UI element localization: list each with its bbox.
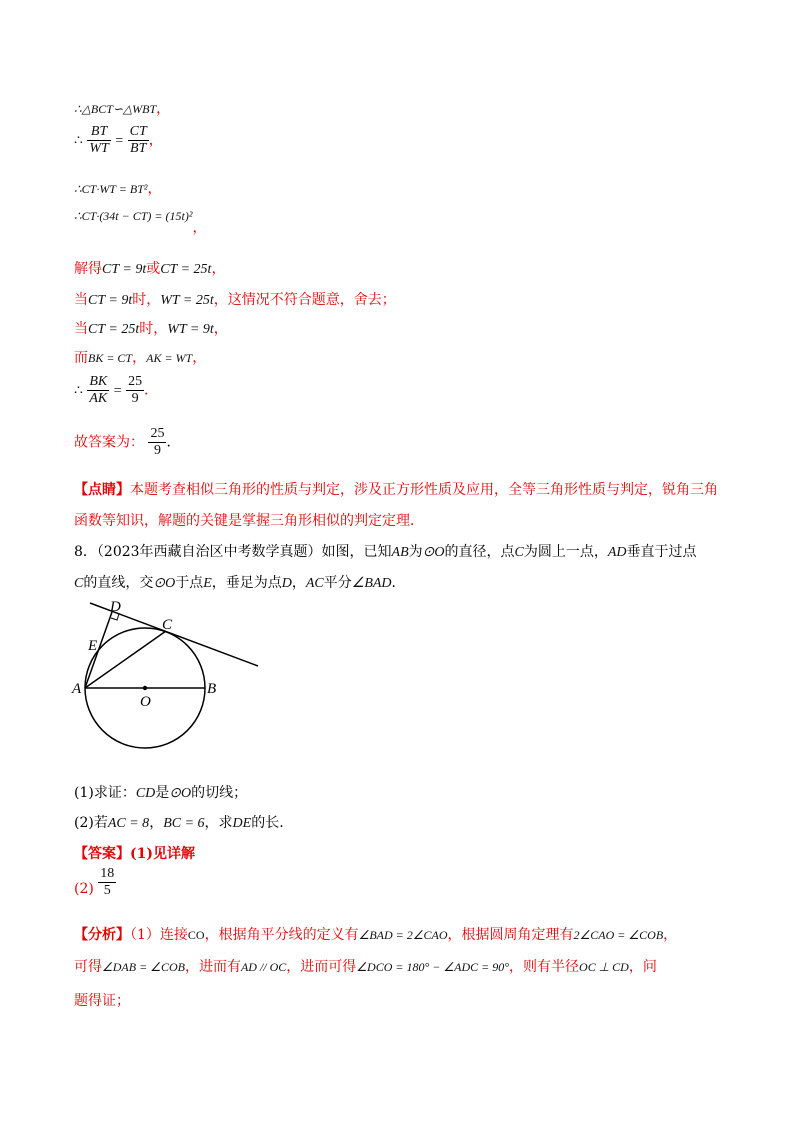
punctuation: ， (213, 321, 228, 337)
text: ，根据角平分线的定义有 (204, 927, 359, 943)
math-expression: C (74, 576, 84, 591)
fraction-bt-wt (87, 124, 110, 157)
text: 为圆上一点， (523, 544, 608, 560)
text: （1）连接 (130, 927, 188, 943)
text: 而 (74, 350, 88, 366)
comment-line-2 (74, 510, 424, 530)
fraction-bk-ak (87, 374, 109, 407)
punctuation: ． (144, 382, 159, 399)
text: ，垂足为点 (211, 575, 282, 591)
math-expression: AB (391, 545, 409, 560)
math-expression: AC (305, 576, 324, 591)
math-expression: WT = 25t (160, 293, 214, 308)
step-equation (74, 205, 207, 236)
therefore-symbol: ∴ (74, 133, 83, 149)
text: 的长. (251, 815, 284, 831)
text: 或 (146, 261, 161, 277)
answer-line (74, 843, 195, 863)
text: 当 (74, 321, 88, 337)
analysis-line-1 (74, 924, 677, 944)
text: 8．（2023年西藏自治区中考数学真题）如图，已知 (74, 544, 392, 560)
text: ， (663, 927, 678, 943)
math-expression: CD (135, 786, 156, 801)
step-equal-segments (74, 347, 206, 367)
math-expression: DE (232, 816, 252, 831)
punctuation: ， (211, 261, 226, 277)
text: 可得 (74, 959, 102, 975)
text: ，根据圆周角定理有 (447, 927, 574, 943)
punctuation: ， (147, 181, 162, 197)
question-2 (74, 812, 284, 832)
text: 平分 (323, 575, 352, 591)
therefore-symbol: ∴ (74, 383, 83, 399)
math-expression: BC = 6 (163, 816, 205, 831)
math-expression: C (514, 545, 524, 560)
text: ． (391, 575, 406, 591)
punctuation: ， (148, 132, 163, 149)
math-expression: ∴CT·(34t − CT) = (15t)² (74, 209, 193, 223)
label-a: A (72, 681, 82, 697)
text: 故答案为： (74, 434, 144, 451)
answer-tag: 【答案】 (74, 846, 130, 862)
numerator: CT (129, 124, 147, 139)
numerator: BT (87, 124, 110, 141)
answer-label: (2) (74, 880, 94, 897)
text: 的切线； (191, 785, 248, 801)
text: 时， (139, 321, 168, 337)
text: ，进而有 (184, 959, 241, 975)
fraction-ct-bt (128, 124, 149, 157)
denominator: 9 (131, 391, 139, 406)
text: ，问 (628, 959, 657, 975)
analysis-line-2 (74, 956, 657, 976)
label-b: B (207, 681, 217, 697)
final-answer-line (74, 426, 180, 459)
text: 的直径，点 (444, 544, 515, 560)
text: 时， (132, 292, 161, 308)
math-expression: BK = CT (88, 351, 133, 365)
label-o: O (140, 694, 151, 710)
math-expression: CT = 9t (88, 293, 133, 308)
equals-sign: = (113, 383, 122, 399)
math-expression: ∴CT·WT = BT² (74, 182, 148, 196)
math-expression: ∠BAD (351, 576, 392, 591)
fraction-25-9 (126, 374, 144, 407)
math-expression: ⊙O (153, 576, 176, 591)
problem-8-line-2 (74, 572, 406, 592)
denominator: 5 (103, 883, 111, 898)
label-c: C (162, 617, 173, 633)
comment-tag: 【点睛】 (74, 482, 130, 498)
math-expression: 2∠CAO = ∠COB (573, 928, 664, 942)
math-expression: ∠BAD = 2∠CAO (358, 928, 448, 942)
math-expression: ⊙O (169, 786, 192, 801)
numerator: 18 (100, 866, 115, 881)
math-expression: ∠DCO = 180° − ∠ADC = 90° (356, 960, 510, 974)
text: ， (132, 350, 147, 366)
math-expression: CT = 25t (88, 322, 140, 337)
answer-part-1: (1)见详解 (130, 846, 195, 862)
math-expression: ∴△BCT∽△WBT (74, 102, 157, 116)
math-expression: E (203, 576, 212, 591)
question-1 (74, 782, 247, 802)
denominator: WT (89, 141, 109, 156)
punctuation: ， (156, 101, 171, 117)
math-expression: AD (607, 545, 627, 560)
math-expression: AD // OC (240, 960, 287, 974)
text: (1)求证： (74, 785, 136, 801)
label-e: E (88, 638, 98, 654)
answer-part-2 (74, 866, 116, 899)
problem-8-line-1 (74, 541, 697, 561)
text: 题得证； (74, 993, 130, 1009)
text: 解得 (74, 261, 102, 277)
math-expression: CT = 25t (160, 262, 212, 277)
geometry-figure (70, 598, 270, 768)
text: 是 (155, 785, 170, 801)
math-expression: WT = 9t (167, 322, 214, 337)
math-expression: D (281, 576, 292, 591)
math-expression: OC ⊥ CD (579, 960, 629, 974)
analysis-tag: 【分析】 (74, 927, 130, 943)
step-case-2 (74, 318, 228, 338)
math-expression: AK = WT (146, 351, 193, 365)
step-ratio (74, 124, 163, 157)
step-result-ratio (74, 374, 158, 407)
step-similar-triangles (74, 98, 170, 118)
punctuation: ， (192, 220, 207, 236)
punctuation: ， (192, 350, 207, 366)
analysis-line-3 (74, 990, 130, 1010)
center-point (143, 686, 147, 690)
math-expression: CO (187, 928, 205, 942)
text: 为 (408, 544, 423, 560)
math-expression: ∠DAB = ∠COB (102, 960, 185, 974)
fraction-25-9 (148, 426, 166, 459)
comment-text: 函数等知识，解题的关键是掌握三角形相似的判定定理． (74, 513, 424, 529)
text: (2)若 (74, 815, 108, 831)
text: ， (291, 575, 306, 591)
numerator: BK (89, 374, 108, 389)
comment-text: 本题考查相似三角形的性质与判定，涉及正方形性质及应用，全等三角形性质与判定，锐角三角 (130, 482, 718, 498)
fraction-18-5 (98, 866, 116, 899)
punctuation: ． (166, 434, 181, 451)
math-expression: CT = 9t (102, 262, 147, 277)
step-solve (74, 258, 225, 278)
text: ，进而可得 (286, 959, 357, 975)
text: ，这情况不符合题意，舍去； (213, 292, 396, 308)
numerator: 25 (128, 374, 143, 389)
text: ， (149, 815, 164, 831)
denominator: AK (89, 391, 108, 406)
numerator: 25 (150, 426, 165, 441)
step-product (74, 178, 161, 198)
step-case-1 (74, 289, 396, 309)
label-d: D (110, 599, 121, 615)
math-expression: ⊙O (422, 545, 445, 560)
text: 当 (74, 292, 88, 308)
text: 于点 (175, 575, 204, 591)
text: 垂直于过点 (626, 544, 697, 560)
text: ，求 (204, 815, 233, 831)
denominator: BT (130, 141, 147, 156)
denominator: 9 (153, 443, 161, 458)
math-expression: AC = 8 (107, 816, 150, 831)
equals-sign: = (115, 133, 124, 149)
text: 的直线，交 (83, 575, 154, 591)
text: ，则有半径 (509, 959, 580, 975)
comment-line-1 (74, 479, 718, 499)
